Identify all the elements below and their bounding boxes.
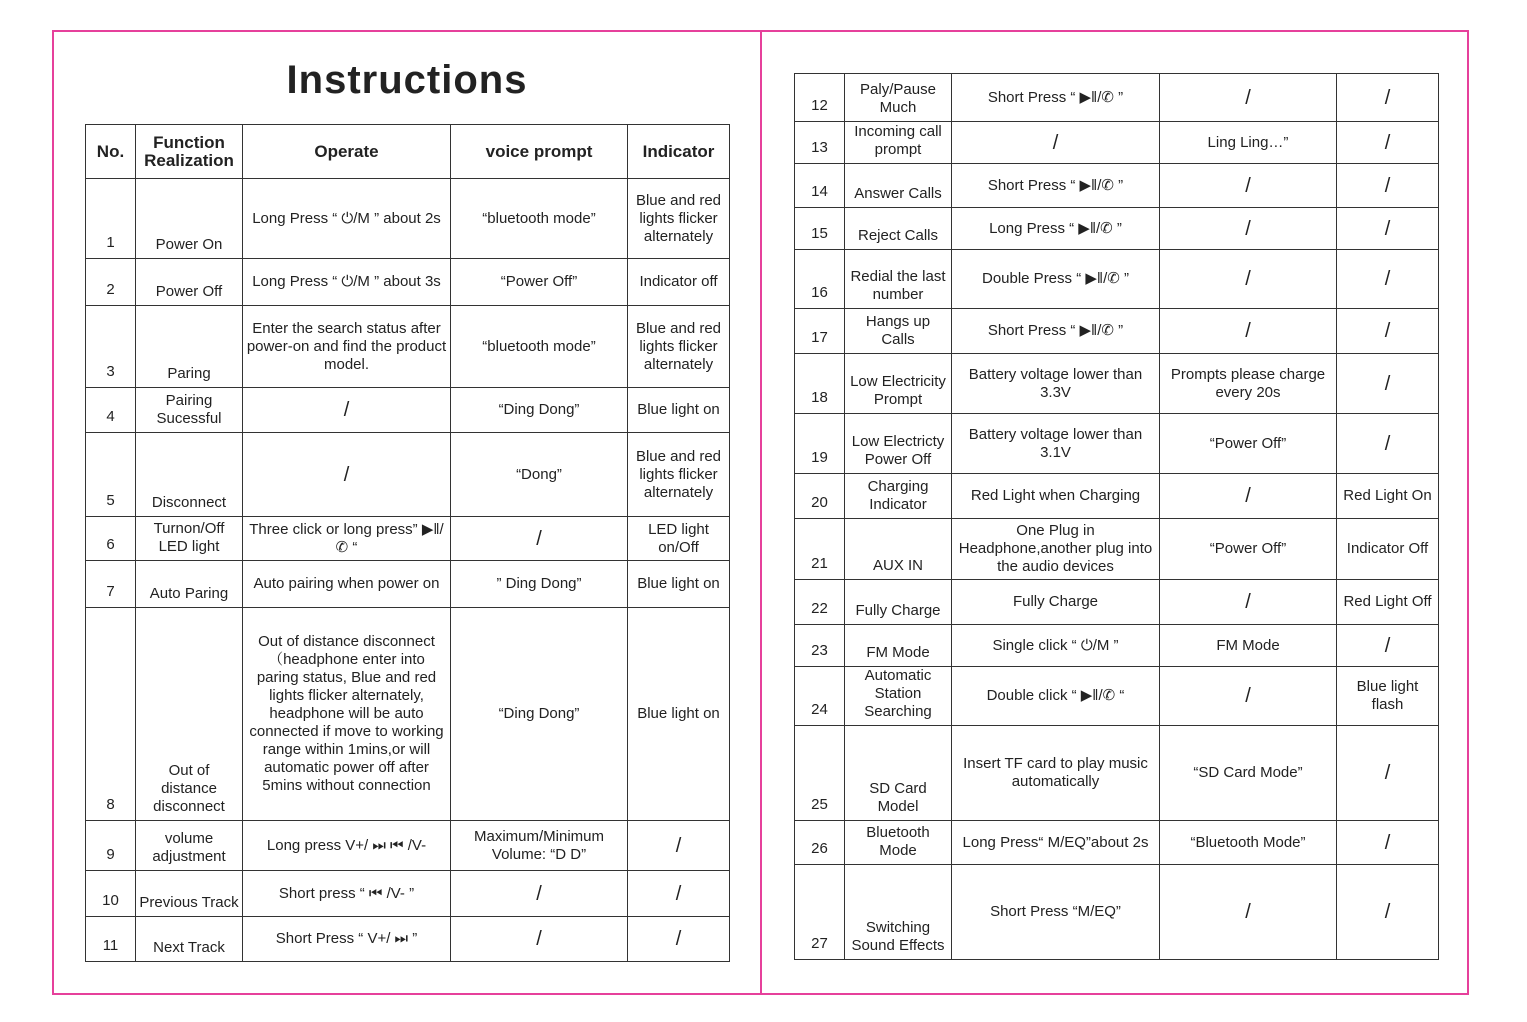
table-row bbox=[795, 414, 1439, 474]
indicator-cell: Red Light Off bbox=[1337, 580, 1439, 625]
function-cell: Answer Calls bbox=[845, 164, 952, 208]
function-cell: FM Mode bbox=[845, 625, 952, 667]
indicator-cell: Blue and red lights flicker alternately bbox=[628, 433, 730, 517]
operate-cell: Long Press “ ⏻/M ” about 2s bbox=[243, 179, 451, 259]
function-cell: Incoming call prompt bbox=[845, 122, 952, 164]
operate-cell: / bbox=[243, 433, 451, 517]
table-row bbox=[795, 208, 1439, 250]
table-row bbox=[795, 865, 1439, 960]
row-number: 18 bbox=[795, 354, 845, 414]
operate-cell: Out of distance disconnect（headphone enter into paring status, Blue and red lights flicker alternately, headphone will be auto connected if move to working range within 1mins,or will automatic power off after 5mins without connection bbox=[243, 608, 451, 821]
voice-prompt-cell: / bbox=[1160, 865, 1337, 960]
table-row bbox=[795, 625, 1439, 667]
table-row bbox=[86, 259, 730, 306]
indicator-cell: / bbox=[628, 821, 730, 871]
indicator-cell: / bbox=[1337, 74, 1439, 122]
voice-prompt-cell: “SD Card Mode” bbox=[1160, 726, 1337, 821]
table-header-row bbox=[86, 125, 730, 179]
voice-prompt-cell: Prompts please charge every 20s bbox=[1160, 354, 1337, 414]
function-cell: volume adjustment bbox=[136, 821, 243, 871]
header-no: No. bbox=[86, 125, 136, 179]
function-cell: AUX IN bbox=[845, 519, 952, 580]
voice-prompt-cell: “Power Off” bbox=[1160, 519, 1337, 580]
voice-prompt-cell: / bbox=[1160, 74, 1337, 122]
indicator-cell: LED light on/Off bbox=[628, 517, 730, 561]
header-voice-prompt: voice prompt bbox=[451, 125, 628, 179]
table-row bbox=[86, 517, 730, 561]
table-row bbox=[86, 608, 730, 821]
operate-cell: Long Press “ ▶‖/✆ ” bbox=[952, 208, 1160, 250]
indicator-cell: Blue light flash bbox=[1337, 667, 1439, 726]
operate-cell: Double Press “ ▶‖/✆ ” bbox=[952, 250, 1160, 309]
row-number: 23 bbox=[795, 625, 845, 667]
operate-cell: Enter the search status after power-on and find the product model. bbox=[243, 306, 451, 388]
indicator-cell: Indicator Off bbox=[1337, 519, 1439, 580]
row-number: 8 bbox=[86, 608, 136, 821]
operate-cell: Three click or long press” ▶‖/✆ “ bbox=[243, 517, 451, 561]
indicator-cell: / bbox=[1337, 414, 1439, 474]
voice-prompt-cell: / bbox=[1160, 667, 1337, 726]
row-number: 19 bbox=[795, 414, 845, 474]
table-row bbox=[86, 821, 730, 871]
function-cell: Out of distance disconnect bbox=[136, 608, 243, 821]
row-number: 13 bbox=[795, 122, 845, 164]
function-cell: Switching Sound Effects bbox=[845, 865, 952, 960]
table-row bbox=[795, 474, 1439, 519]
indicator-cell: / bbox=[628, 871, 730, 917]
operate-cell: Single click “ ⏻/M ” bbox=[952, 625, 1160, 667]
function-cell: Turnon/Off LED light bbox=[136, 517, 243, 561]
voice-prompt-cell: Maximum/Minimum Volume: “D D” bbox=[451, 821, 628, 871]
voice-prompt-cell: / bbox=[1160, 164, 1337, 208]
page-divider bbox=[760, 30, 762, 995]
indicator-cell: Blue light on bbox=[628, 561, 730, 608]
instructions-table-left bbox=[85, 124, 730, 962]
table-row bbox=[795, 821, 1439, 865]
row-number: 6 bbox=[86, 517, 136, 561]
operate-cell: Short Press “ V+/ ⏭ ” bbox=[243, 917, 451, 962]
function-cell: SD Card Model bbox=[845, 726, 952, 821]
indicator-cell: / bbox=[1337, 354, 1439, 414]
row-number: 15 bbox=[795, 208, 845, 250]
table-row bbox=[86, 917, 730, 962]
voice-prompt-cell: / bbox=[451, 871, 628, 917]
row-number: 9 bbox=[86, 821, 136, 871]
row-number: 16 bbox=[795, 250, 845, 309]
voice-prompt-cell: “Ding Dong” bbox=[451, 608, 628, 821]
operate-cell: Long press V+/ ⏭ ⏮ /V- bbox=[243, 821, 451, 871]
row-number: 27 bbox=[795, 865, 845, 960]
function-cell: Auto Paring bbox=[136, 561, 243, 608]
voice-prompt-cell: “Power Off” bbox=[451, 259, 628, 306]
function-cell: Power On bbox=[136, 179, 243, 259]
row-number: 2 bbox=[86, 259, 136, 306]
row-number: 25 bbox=[795, 726, 845, 821]
operate-cell: Fully Charge bbox=[952, 580, 1160, 625]
voice-prompt-cell: “bluetooth mode” bbox=[451, 306, 628, 388]
function-cell: Low Electricty Power Off bbox=[845, 414, 952, 474]
voice-prompt-cell: “bluetooth mode” bbox=[451, 179, 628, 259]
indicator-cell: Red Light On bbox=[1337, 474, 1439, 519]
header-function: Function Realization bbox=[136, 125, 243, 179]
table-row bbox=[795, 580, 1439, 625]
voice-prompt-cell: ” Ding Dong” bbox=[451, 561, 628, 608]
function-cell: Previous Track bbox=[136, 871, 243, 917]
voice-prompt-cell: / bbox=[1160, 580, 1337, 625]
operate-cell: Short press “ ⏮ /V- ” bbox=[243, 871, 451, 917]
function-cell: Next Track bbox=[136, 917, 243, 962]
operate-cell: Red Light when Charging bbox=[952, 474, 1160, 519]
table-row bbox=[86, 871, 730, 917]
table-row bbox=[86, 179, 730, 259]
indicator-cell: / bbox=[1337, 208, 1439, 250]
table-row bbox=[795, 122, 1439, 164]
row-number: 17 bbox=[795, 309, 845, 354]
table-row bbox=[795, 726, 1439, 821]
operate-cell: Battery voltage lower than 3.3V bbox=[952, 354, 1160, 414]
operate-cell: / bbox=[243, 388, 451, 433]
function-cell: Bluetooth Mode bbox=[845, 821, 952, 865]
indicator-cell: Blue light on bbox=[628, 608, 730, 821]
table-row bbox=[86, 388, 730, 433]
indicator-cell: / bbox=[1337, 726, 1439, 821]
table-row bbox=[795, 164, 1439, 208]
row-number: 24 bbox=[795, 667, 845, 726]
indicator-cell: / bbox=[1337, 122, 1439, 164]
function-cell: Automatic Station Searching bbox=[845, 667, 952, 726]
voice-prompt-cell: “Power Off” bbox=[1160, 414, 1337, 474]
voice-prompt-cell: / bbox=[451, 917, 628, 962]
table-row bbox=[86, 433, 730, 517]
row-number: 4 bbox=[86, 388, 136, 433]
function-cell: Paring bbox=[136, 306, 243, 388]
function-cell: Reject Calls bbox=[845, 208, 952, 250]
function-cell: Paly/Pause Much bbox=[845, 74, 952, 122]
function-cell: Redial the last number bbox=[845, 250, 952, 309]
table-row bbox=[795, 74, 1439, 122]
function-cell: Disconnect bbox=[136, 433, 243, 517]
indicator-cell: / bbox=[1337, 865, 1439, 960]
row-number: 3 bbox=[86, 306, 136, 388]
indicator-cell: / bbox=[1337, 164, 1439, 208]
function-cell: Charging Indicator bbox=[845, 474, 952, 519]
row-number: 20 bbox=[795, 474, 845, 519]
operate-cell: Short Press “M/EQ” bbox=[952, 865, 1160, 960]
operate-cell: Short Press “ ▶‖/✆ ” bbox=[952, 164, 1160, 208]
table-row bbox=[795, 667, 1439, 726]
row-number: 26 bbox=[795, 821, 845, 865]
function-cell: Fully Charge bbox=[845, 580, 952, 625]
operate-cell: Battery voltage lower than 3.1V bbox=[952, 414, 1160, 474]
operate-cell: Insert TF card to play music automatically bbox=[952, 726, 1160, 821]
operate-cell: Long Press“ M/EQ”about 2s bbox=[952, 821, 1160, 865]
operate-cell: Short Press “ ▶‖/✆ ” bbox=[952, 309, 1160, 354]
table-row bbox=[86, 306, 730, 388]
row-number: 10 bbox=[86, 871, 136, 917]
operate-cell: Long Press “ ⏻/M ” about 3s bbox=[243, 259, 451, 306]
header-operate: Operate bbox=[243, 125, 451, 179]
indicator-cell: / bbox=[1337, 309, 1439, 354]
voice-prompt-cell: / bbox=[1160, 208, 1337, 250]
row-number: 7 bbox=[86, 561, 136, 608]
table-row bbox=[795, 519, 1439, 580]
indicator-cell: / bbox=[1337, 625, 1439, 667]
operate-cell: One Plug in Headphone,another plug into the audio devices bbox=[952, 519, 1160, 580]
indicator-cell: / bbox=[628, 917, 730, 962]
table-row bbox=[795, 309, 1439, 354]
function-cell: Power Off bbox=[136, 259, 243, 306]
voice-prompt-cell: FM Mode bbox=[1160, 625, 1337, 667]
table-row bbox=[795, 250, 1439, 309]
voice-prompt-cell: Ling Ling…” bbox=[1160, 122, 1337, 164]
voice-prompt-cell: / bbox=[451, 517, 628, 561]
row-number: 14 bbox=[795, 164, 845, 208]
row-number: 5 bbox=[86, 433, 136, 517]
indicator-cell: Blue and red lights flicker alternately bbox=[628, 306, 730, 388]
function-cell: Pairing Sucessful bbox=[136, 388, 243, 433]
voice-prompt-cell: / bbox=[1160, 250, 1337, 309]
operate-cell: / bbox=[952, 122, 1160, 164]
operate-cell: Auto pairing when power on bbox=[243, 561, 451, 608]
operate-cell: Double click “ ▶‖/✆ “ bbox=[952, 667, 1160, 726]
header-indicator: Indicator bbox=[628, 125, 730, 179]
indicator-cell: Indicator off bbox=[628, 259, 730, 306]
table-row bbox=[795, 354, 1439, 414]
table-row bbox=[86, 561, 730, 608]
voice-prompt-cell: “Bluetooth Mode” bbox=[1160, 821, 1337, 865]
indicator-cell: / bbox=[1337, 821, 1439, 865]
row-number: 1 bbox=[86, 179, 136, 259]
page-title: Instructions bbox=[286, 58, 528, 102]
row-number: 21 bbox=[795, 519, 845, 580]
operate-cell: Short Press “ ▶‖/✆ ” bbox=[952, 74, 1160, 122]
function-cell: Low Electricity Prompt bbox=[845, 354, 952, 414]
row-number: 11 bbox=[86, 917, 136, 962]
row-number: 12 bbox=[795, 74, 845, 122]
voice-prompt-cell: / bbox=[1160, 309, 1337, 354]
indicator-cell: Blue and red lights flicker alternately bbox=[628, 179, 730, 259]
indicator-cell: Blue light on bbox=[628, 388, 730, 433]
row-number: 22 bbox=[795, 580, 845, 625]
instructions-table-right bbox=[794, 73, 1439, 960]
voice-prompt-cell: / bbox=[1160, 474, 1337, 519]
voice-prompt-cell: “Ding Dong” bbox=[451, 388, 628, 433]
indicator-cell: / bbox=[1337, 250, 1439, 309]
voice-prompt-cell: “Dong” bbox=[451, 433, 628, 517]
function-cell: Hangs up Calls bbox=[845, 309, 952, 354]
